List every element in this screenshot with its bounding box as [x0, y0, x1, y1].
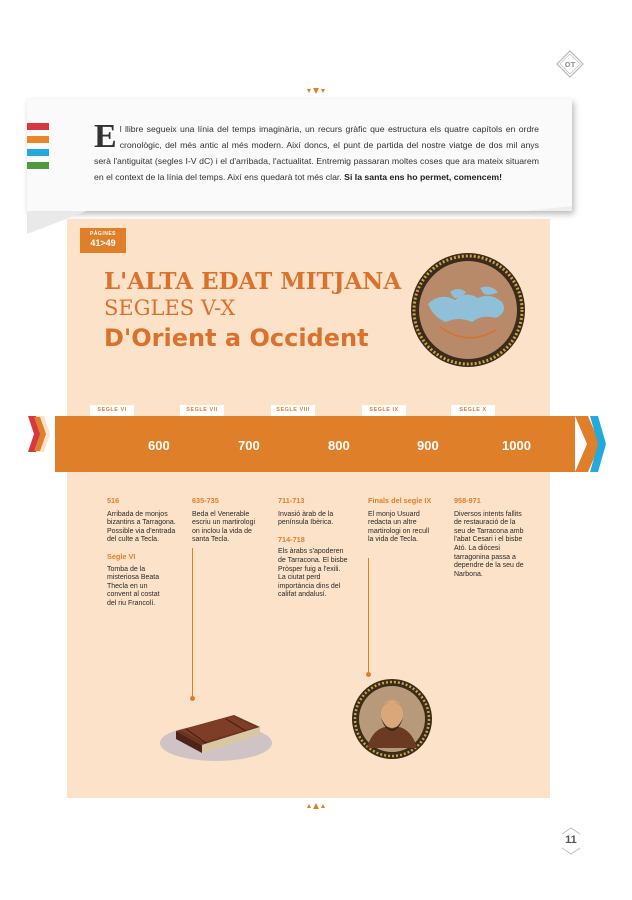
year-600: 600: [148, 438, 170, 453]
year-1000: 1000: [502, 438, 531, 453]
event-column-5: [454, 497, 526, 579]
color-bar-blue: [27, 149, 49, 156]
event-year: Finals del segle IX: [368, 496, 432, 505]
chapter-subtitle-2: D'Orient a Occident: [104, 324, 369, 352]
event-text: Invasió àrab de la península Ibèrica.: [278, 510, 334, 527]
event-text: Beda el Venerable escriu un martirologi on inclou la vida de santa Tecla.: [192, 510, 256, 544]
event-column-3: [278, 497, 348, 600]
year-900: 900: [417, 438, 439, 453]
leader-dot-portrait: [366, 672, 371, 677]
event-text: El monjo Usuard redacta un altre martirologi on recull la vida de Tecla.: [368, 510, 430, 544]
corner-logo-text: OT: [564, 61, 576, 69]
corner-logo-icon: [556, 50, 584, 78]
intro-body: l llibre segueix una línia del temps imaginària, un recurs gràfic que estructura els quatre capítols en ordre cronològic, del més antic al més modern. Així doncs, el punt de partida del nostre viatge de dos mil anys serà l'antiguitat (segles I-V dC) i el d'arribada, l'actualitat. Entremig passaran moltes coses que ara mateix situarem en el context de la línia del temps. Així ens quedarà tot més clar.: [94, 124, 539, 182]
chapter-subtitle: SEGLES V-X: [104, 296, 236, 320]
martyrology-book-image: [156, 693, 276, 763]
event-column-4: [368, 497, 432, 545]
timeline-bar: [55, 416, 575, 472]
pages-label: PÀGINES: [89, 231, 116, 237]
intro-bold-line: Si la santa ens ho permet, comencem!: [344, 172, 503, 182]
color-bar-red: [27, 123, 49, 130]
century-tab-vii: SEGLE VII: [180, 405, 224, 416]
event-year: 714-718: [278, 534, 305, 544]
intro-text: [94, 118, 539, 185]
top-ornament-icon: [304, 86, 328, 96]
year-700: 700: [238, 438, 260, 453]
leader-line-portrait: [368, 558, 369, 674]
event-year: 516: [107, 496, 120, 505]
page-number: 11: [565, 834, 577, 846]
century-tab-viii: SEGLE VIII: [271, 405, 315, 416]
intro-dropcap: E: [94, 118, 117, 155]
leader-line-book: [192, 548, 193, 698]
event-text: Arribada de monjos bizantins a Tarragona. Possible via d'entrada del culte a Tecla.: [107, 510, 176, 544]
event-text: Diversos intents fallits de restauració de la seu de Tarracona amb l'abat Cesari i el bisbe Ató. La diòcesi tarragonina passa a dependre de la seu de Narbona.: [454, 510, 524, 578]
color-bar-orange: [27, 136, 49, 143]
event-column-2: [192, 497, 264, 545]
year-800: 800: [328, 438, 350, 453]
monk-usuard-portrait: [351, 678, 433, 760]
color-bars: [27, 123, 49, 175]
pages-tab: [80, 228, 126, 253]
event-text: Els àrabs s'apoderen de Tarracona. El bisbe Pròsper fuig a l'exili. La ciutat perd importància dins del califat andalusí.: [278, 548, 348, 599]
century-tab-vi: SEGLE VI: [90, 405, 134, 416]
bottom-ornament-icon: [304, 801, 328, 811]
event-column-1: [107, 497, 177, 609]
color-bar-green: [27, 162, 49, 169]
pages-range: 41>49: [90, 238, 116, 248]
event-year: 958-971: [454, 496, 481, 505]
mediterranean-map-medallion: [410, 252, 526, 368]
chapter-title: L'ALTA EDAT MITJANA: [104, 268, 402, 295]
event-text: Tomba de la misteriosa Beata Thecla en un convent al costat del riu Francolí.: [107, 565, 160, 607]
event-year: 635-735: [192, 496, 219, 505]
century-tab-ix: SEGLE IX: [362, 405, 406, 416]
century-tab-x: SEGLE X: [451, 405, 495, 416]
event-year: 711-713: [278, 496, 305, 505]
event-year: Segle VI: [107, 551, 136, 561]
